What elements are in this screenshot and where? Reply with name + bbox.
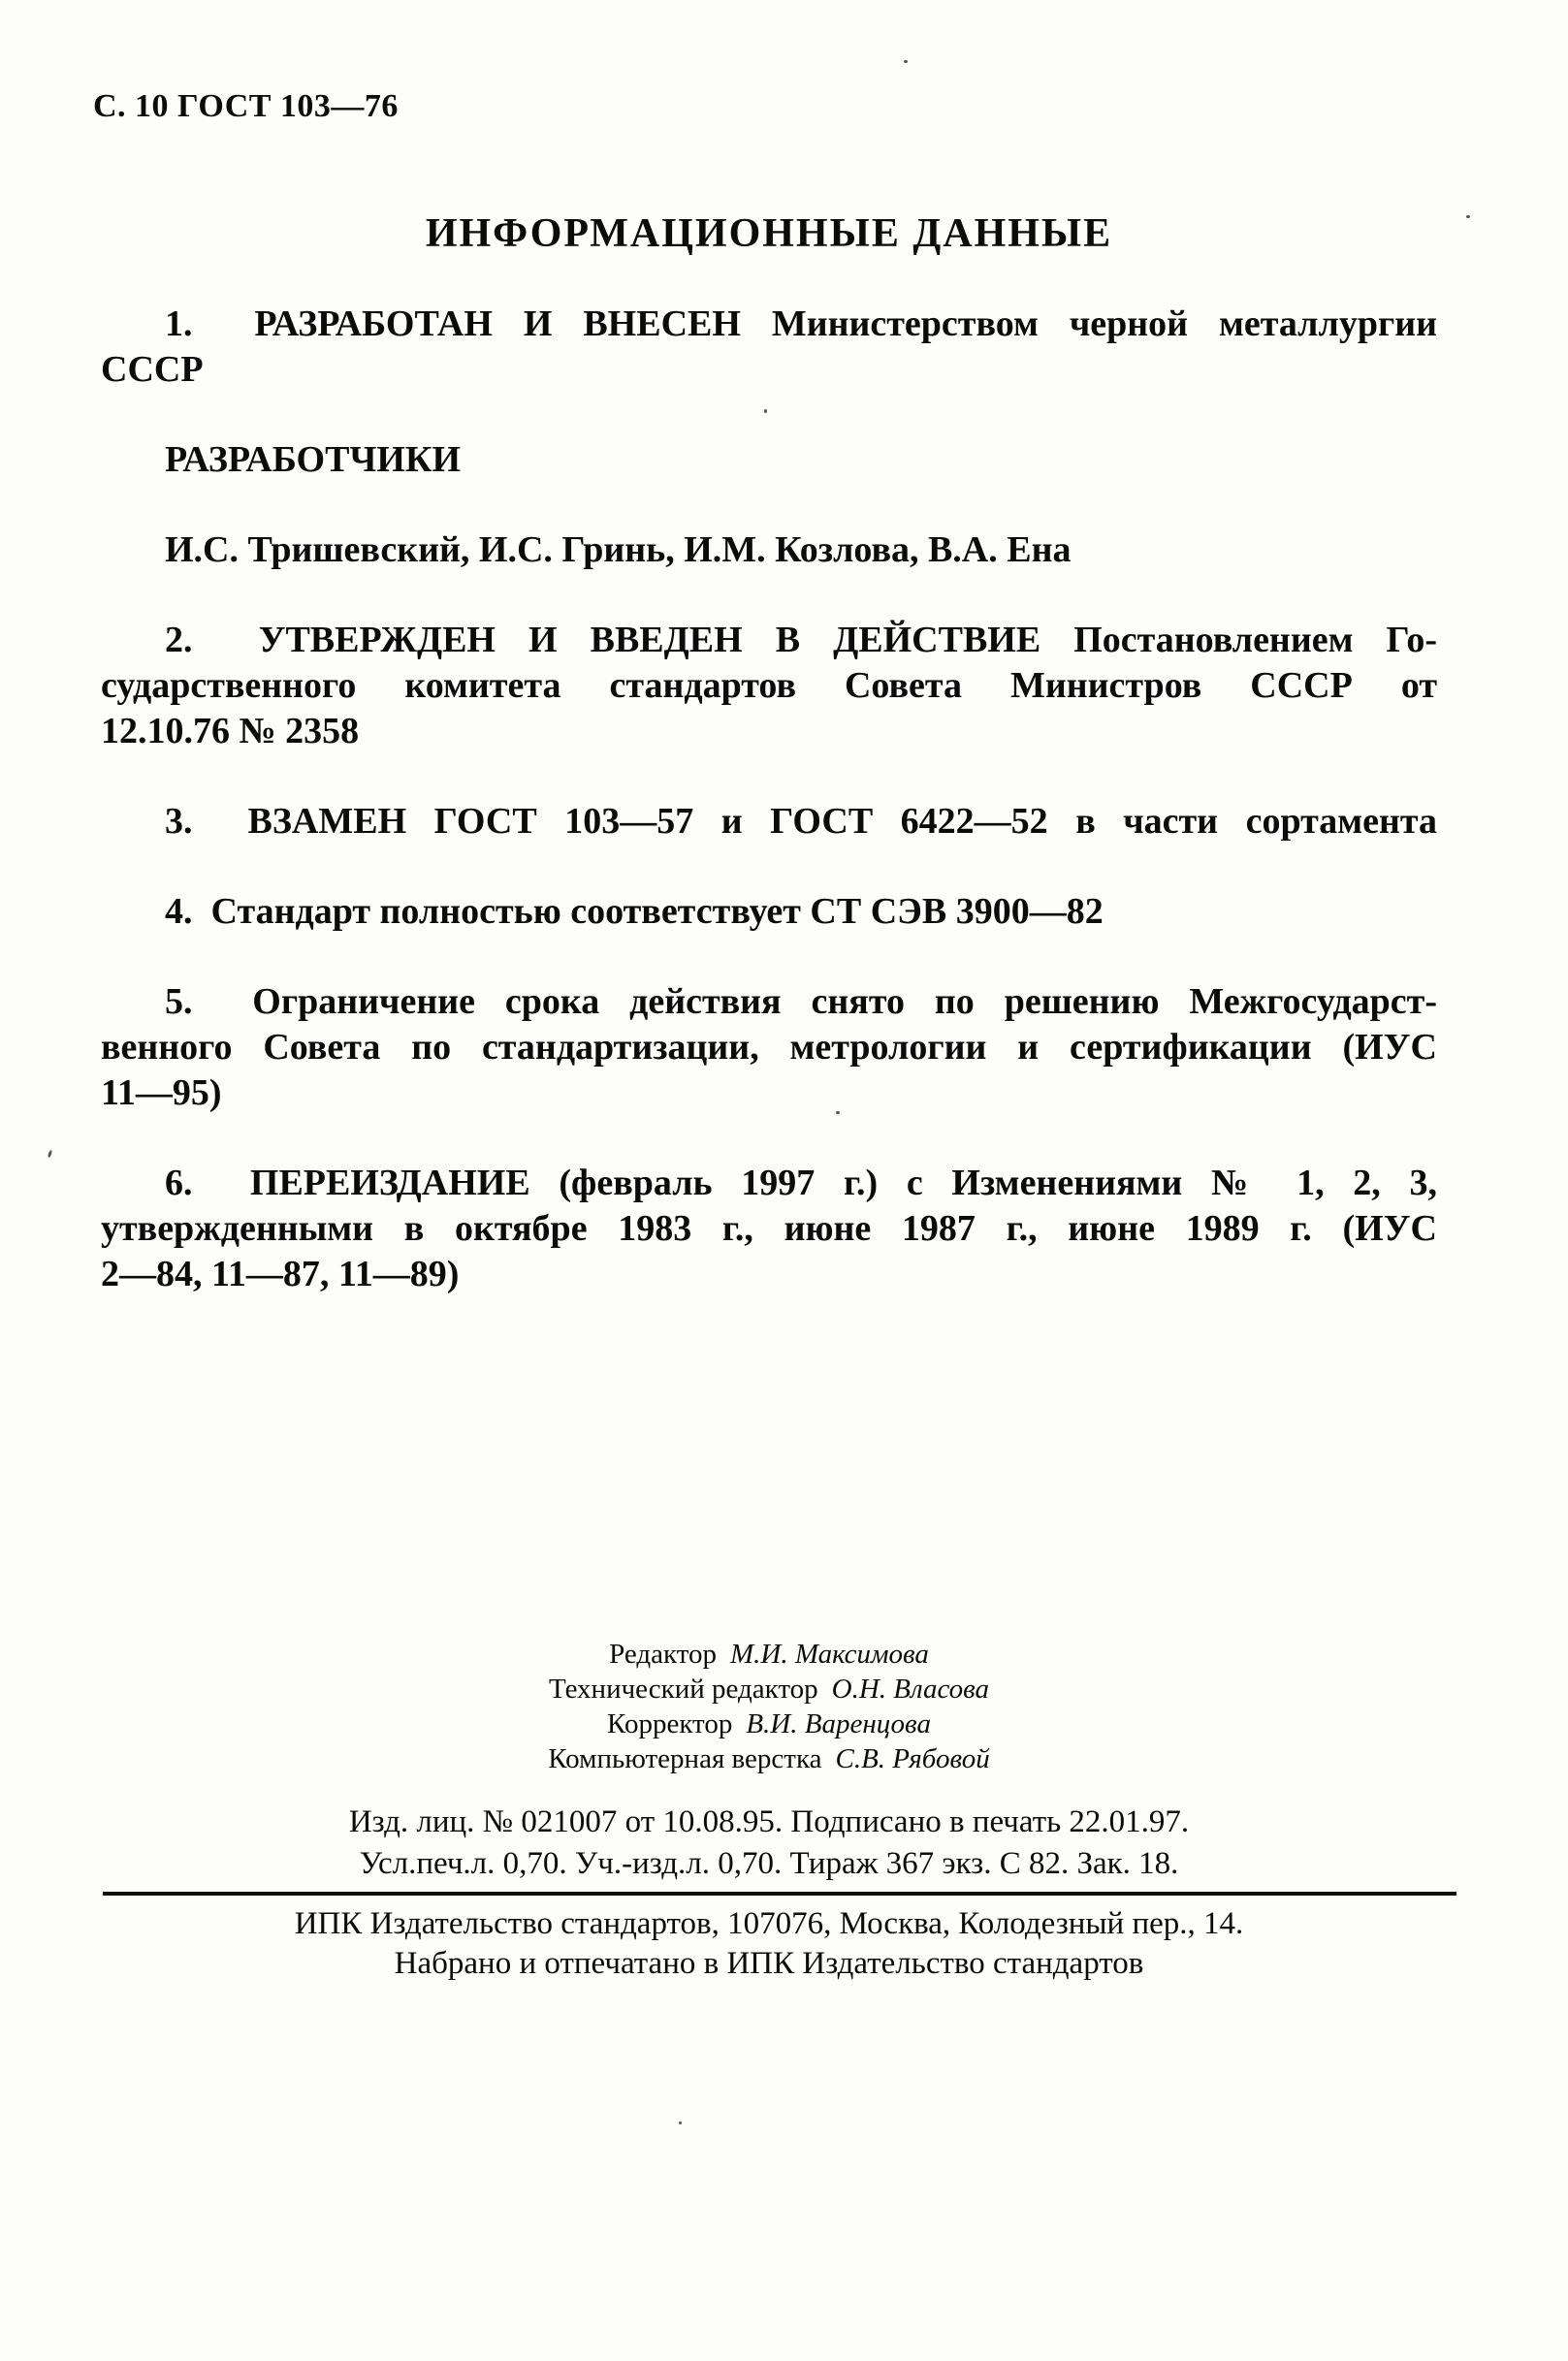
running-head: С. 10 ГОСТ 103—76 — [93, 88, 399, 124]
colophon — [101, 1637, 1437, 1984]
credit-role: Компьютерная верстка — [548, 1743, 822, 1774]
editorial-credits — [101, 1637, 1437, 1776]
info-item-4 — [101, 889, 1437, 935]
developers-heading: РАЗРАБОТЧИКИ — [165, 439, 462, 480]
info-item-6 — [101, 1161, 1437, 1297]
info-item-3 — [101, 799, 1437, 845]
info-item-2 — [101, 618, 1437, 754]
license-line: Изд. лиц. № 021007 от 10.08.95. Подписано в печать 22.01.97. — [348, 1804, 1190, 1839]
info-item-6-line: 2—84, 11—87, 11—89) — [101, 1254, 460, 1294]
credit-role: Технический редактор — [548, 1674, 818, 1705]
info-item-1-line: СССР — [101, 349, 204, 390]
developers-names: И.С. Тришевский, И.С. Гринь, И.М. Козлова, В.А. Ена — [165, 529, 1072, 570]
print-run-line: Усл.печ.л. 0,70. Уч.-изд.л. 0,70. Тираж 367 экз. С 82. Зак. 18. — [359, 1846, 1179, 1881]
scan-speck — [764, 409, 767, 413]
scan-speck — [48, 1150, 53, 1159]
page-title: ИНФОРМАЦИОННЫЕ ДАННЫЕ — [425, 211, 1113, 256]
info-item-2-line: сударственного комитета стандартов Совета Министров СССР от — [101, 665, 1437, 706]
credit-layout — [101, 1741, 1437, 1776]
publisher-address-line: ИПК Издательство стандартов, 107076, Москва, Колодезный пер., 14. — [294, 1906, 1244, 1941]
info-item-1-line: 1. РАЗРАБОТАН И ВНЕСЕН Министерством черной металлургии — [165, 303, 1437, 344]
info-item-5-line: венного Совета по стандартизации, метрологии и сертификации (ИУС — [101, 1027, 1437, 1068]
credit-role: Корректор — [607, 1708, 733, 1739]
info-item-6-line: 6. ПЕРЕИЗДАНИЕ (февраль 1997 г.) с Изменениями № 1, 2, 3, — [165, 1163, 1437, 1203]
info-item-3-line: 3. ВЗАМЕН ГОСТ 103—57 и ГОСТ 6422—52 в части сортамента — [165, 801, 1437, 842]
info-item-4-line: 4. Стандарт полностью соответствует СТ СЭВ 3900—82 — [165, 891, 1104, 932]
credit-name: В.И. Варенцова — [746, 1708, 931, 1739]
information-items — [101, 302, 1437, 1297]
imprint-block — [101, 1802, 1437, 1885]
scan-speck — [836, 1111, 840, 1114]
credit-editor — [101, 1637, 1437, 1672]
scan-speck — [1466, 215, 1470, 218]
credit-name: О.Н. Власова — [831, 1674, 990, 1705]
scan-speck — [679, 2122, 682, 2124]
info-item-5-line: 11—95) — [101, 1072, 222, 1113]
scan-speck — [904, 60, 908, 63]
page-content — [93, 0, 1437, 1984]
info-item-2-line: 12.10.76 № 2358 — [101, 711, 360, 751]
credit-name: М.И. Максимова — [730, 1639, 929, 1670]
info-item-5 — [101, 979, 1437, 1116]
info-item-5-line: 5. Ограничение срока действия снято по решению Межгосударст- — [165, 981, 1437, 1022]
info-item-6-line: утвержденными в октябре 1983 г., июне 1987 г., июне 1989 г. (ИУС — [101, 1208, 1437, 1249]
divider-rule — [103, 1892, 1456, 1896]
credit-role: Редактор — [609, 1639, 718, 1670]
info-item-2-line: 2. УТВЕРЖДЕН И ВВЕДЕН В ДЕЙСТВИЕ Постановлением Го- — [165, 620, 1437, 660]
credit-technical-editor — [101, 1672, 1437, 1707]
credit-corrector — [101, 1707, 1437, 1741]
info-item-1 — [101, 302, 1437, 393]
printed-at-line: Набрано и отпечатано в ИПК Издательство стандартов — [394, 1946, 1144, 1981]
publisher-address-block — [101, 1904, 1437, 1984]
credit-name: С.В. Рябовой — [835, 1743, 990, 1774]
